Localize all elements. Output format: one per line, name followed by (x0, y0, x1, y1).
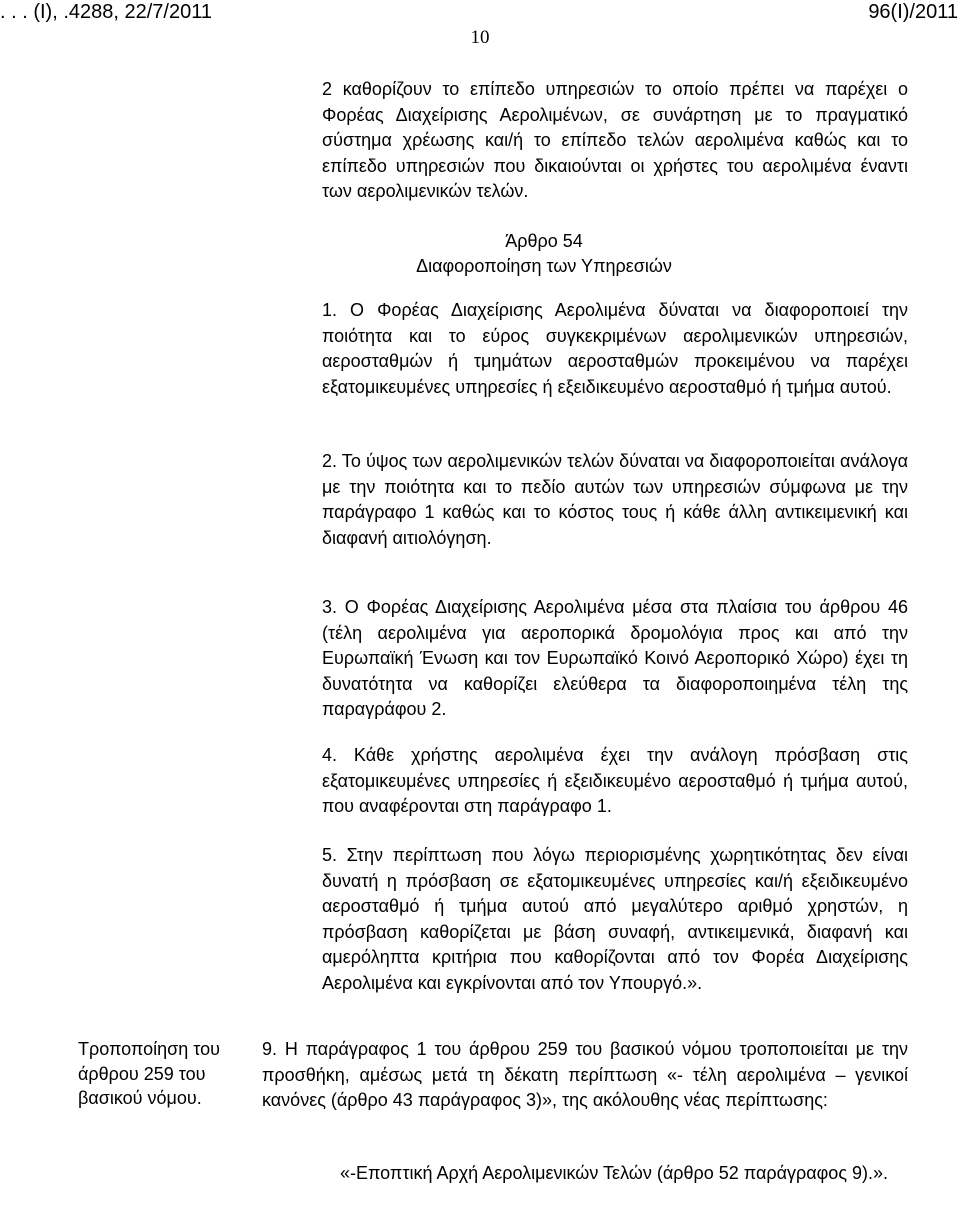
paragraph-4: 4. Κάθε χρήστης αερολιμένα έχει την ανάλογη πρόσβαση στις εξατομικευμένες υπηρεσίες ή εξειδικευμένο αεροσταθμό ή τμήμα αυτού, που αναφέρονται στη παράγραφο 1. (322, 745, 908, 816)
paragraph-1: 1. Ο Φορέας Διαχείρισης Αερολιμένα δύναται να διαφοροποιεί την ποιότητα και το εύρος συγκεκριμένων αερολιμενικών υπηρεσιών, αεροσταθμών ή τμημάτων αεροσταθμών προκειμένου να παρέχει εξατομικευμένες υπηρεσίες ή εξειδικευμένο αεροσταθμό ή τμήμα αυτού. (322, 300, 908, 397)
article-title: Διαφοροποίηση των Υπηρεσιών (416, 256, 672, 276)
paragraph-3: 3. Ο Φορέας Διαχείρισης Αερολιμένα μέσα στα πλαίσια του άρθρου 46 (τέλη αερολιμένα για αεροπορικά δρομολόγια προς και από την Ευρωπαϊκή Ένωση και τον Ευρωπαϊκό Κοινό Αεροπορικό Χώρο) έχει τη δυνατότητα να καθορίζει ελεύθερα τα διαφοροποιημένα τέλη της παραγράφου 2. (322, 597, 908, 719)
paragraph-5: 5. Στην περίπτωση που λόγω περιορισμένης χωρητικότητας δεν είναι δυνατή η πρόσβαση σε εξατομικευμένες υπηρεσίες και/ή εξειδικευμένο αεροσταθμό ή τμήμα αυτού από μεγαλύτερο αριθμό χρηστών, η πρόσβαση καθορίζεται με βάση συναφή, αντικειμενικά, διαφανή και αμερόληπτα κριτήρια που καθορίζονται από τον Φορέα Διαχείρισης Αερολιμένα και εγκρίνονται από τον Υπουργό.». (322, 845, 908, 993)
margin-note: Τροποποίηση του άρθρου 259 του βασικού νόμου. (78, 1039, 220, 1108)
intro-paragraph: 2 καθορίζουν το επίπεδο υπηρεσιών το οποίο πρέπει να παρέχει ο Φορέας Διαχείρισης Αερολιμένων, σε συνάρτηση με το πραγματικό σύστημα χρέωσης και/ή το επίπεδο τελών αερολιμένα καθώς και το επίπεδο υπηρεσιών που δικαιούνται οι χρήστες του αερολιμένα έναντι των αερολιμενικών τελών. (322, 79, 908, 201)
header-law-number: 96(Ι)/2011 (868, 1, 958, 23)
header-reference: . . . (Ι), .4288, 22/7/2011 (0, 1, 212, 23)
paragraph-2: 2. Το ύψος των αερολιμενικών τελών δύναται να διαφοροποιείται ανάλογα με την ποιότητα και το πεδίο αυτών των υπηρεσιών σύμφωνα με την παράγραφο 1 καθώς και το κόστος τους ή κάθε άλλη αντικειμενική και διαφανή αιτιολόγηση. (322, 451, 908, 548)
inserted-case-quote: «-Εποπτική Αρχή Αερολιμενικών Τελών (άρθρο 52 παράγραφος 9).». (340, 1163, 889, 1183)
paragraph-9: 9. Η παράγραφος 1 του άρθρου 259 του βασικού νόμου τροποποιείται με την προσθήκη, αμέσως μετά τη δέκατη περίπτωση «- τέλη αερολιμένα – γενικοί κανόνες (άρθρο 43 παράγραφος 3)», της ακόλουθης νέας περίπτωσης: (262, 1039, 908, 1110)
article-number: Άρθρο 54 (505, 231, 583, 251)
page-number: 10 (470, 27, 490, 48)
